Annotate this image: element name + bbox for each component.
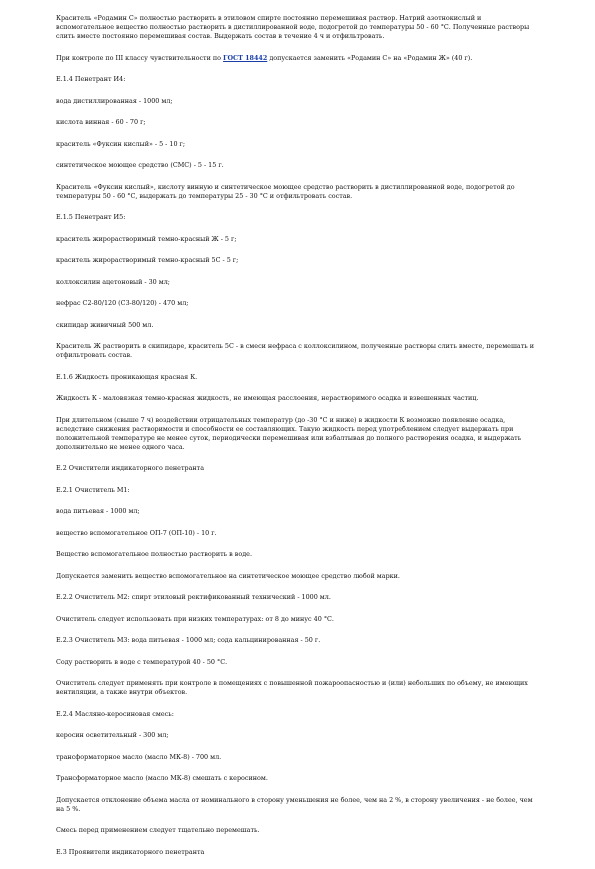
section-heading: Е.2 Очистители индикаторного пенетранта <box>56 464 205 472</box>
paragraph: Трансформаторное масло (масло МК-8) смешать с керосином. <box>56 774 268 782</box>
ingredient-line: керосин осветительный - 300 мл; <box>56 731 169 739</box>
ingredient-line: краситель «Фуксин кислый» - 5 - 10 г; <box>56 139 186 148</box>
section-heading: Е.1.5 Пенетрант И5: <box>56 213 126 221</box>
gost-18442-link[interactable]: ГОСТ 18442 <box>223 53 268 62</box>
ingredient-line: вода дистиллированная - 1000 мл; <box>56 96 173 105</box>
ingredient-line: вещество вспомогательное ОП-7 (ОП-10) - 10 г. <box>56 528 217 537</box>
ingredient-line: синтетическое моющее средство (СМС) - 5 - 15 г. <box>56 161 224 169</box>
section-heading: Е.2.2 Очиститель М2: спирт этиловый ректификованный технический - 1000 мл. <box>56 593 331 601</box>
section-heading: Е.2.1 Очиститель М1: <box>56 485 130 494</box>
ingredient-line: нефрас С2-80/120 (С3-80/120) - 470 мл; <box>56 299 189 307</box>
paragraph: Смесь перед применением следует тщательно перемешать. <box>56 826 260 834</box>
ingredient-line: краситель жирорастворимый темно-красный Ж - 5 г; <box>56 234 237 243</box>
section-heading: Е.2.4 Масляно-керосиновая смесь: <box>56 709 174 718</box>
paragraph: Краситель «Родамин С» полностью растворить в этиловом спирте постоянно перемешивая раствор. Натрий азотнокислый и вспомогательное вещество полностью растворить в дистиллированной воде, подогретой до температуры 50 - 60 °С. Полученные растворы слить вместе постоянно перемешивая состав. Выдержать состав в течение 4 ч и отфильтровать. <box>56 14 530 40</box>
section-heading: Е.1.6 Жидкость проникающая красная К. <box>56 372 198 381</box>
paragraph: Краситель «Фуксин кислый», кислоту винную и синтетическое моющее средство растворить в дистиллированной воде, подогретой до температуры 50 - 60 °С, выдержать до температуры 25 - 30 °С и отфильтровать состав. <box>56 182 515 200</box>
ingredient-line: кислота винная - 60 - 70 г; <box>56 118 146 126</box>
paragraph: Допускается заменить вещество вспомогательное на синтетическое моющее средство любой марки. <box>56 571 400 580</box>
document-page <box>56 14 540 869</box>
section-heading: Е.1.4 Пенетрант И4: <box>56 75 126 83</box>
paragraph: При длительном (свыше 7 ч) воздействии отрицательных температур (до -30 °С и ниже) в жидкости К возможно появление осадка, вследствие снижения растворимости и способности ее составляющих. Такую жидкость перед употреблением следует выдержать при положительной температуре не менее суток, периодически перемешивая или взбалтывая до полного растворения осадка, и выдержать дополнительно не менее одного часа. <box>56 415 522 451</box>
paragraph: Допускается отклонение объема масла от номинального в сторону уменьшения не более, чем на 2 %, в сторону увеличения - не более, чем на 5 %. <box>56 795 533 813</box>
ingredient-line: вода питьевая - 1000 мл; <box>56 507 140 515</box>
paragraph: Краситель Ж растворить в скипидаре, краситель 5С - в смеси нефраса с коллоксилином, полученные растворы слить вместе, перемешать и отфильтровать состав. <box>56 342 535 359</box>
paragraph: Соду растворить в воде с температурой 40 - 50 °С. <box>56 657 228 666</box>
section-heading: Е.2.3 Очиститель М3: вода питьевая - 1000 мл; сода кальцинированная - 50 г. <box>56 636 321 644</box>
paragraph: Вещество вспомогательное полностью растворить в воде. <box>56 550 252 558</box>
paragraph: Жидкость К - маловязкая темно-красная жидкость, не имеющая расслоения, нерастворимого осадка и взвешенных частиц. <box>56 394 479 402</box>
paragraph-with-link <box>56 54 540 63</box>
ingredient-line: коллоксилин ацетоновый - 30 мл; <box>56 277 170 286</box>
ingredient-line: трансформаторное масло (масло МК-8) - 700 мл. <box>56 752 222 761</box>
ingredient-line: краситель жирорастворимый темно-красный 5С - 5 г; <box>56 256 239 264</box>
paragraph-text: допускается заменить «Родамин С» на «Родамин Ж» (40 г). <box>267 53 473 62</box>
ingredient-line: скипидар живичный 500 мл. <box>56 320 154 329</box>
paragraph: Очиститель следует применять при контроле в помещениях с повышенной пожароопасностью и (или) небольших по объему, не имеющих вентиляции, а также внутри объектов. <box>56 679 528 696</box>
paragraph: Очиститель следует использовать при низких температурах: от 8 до минус 40 °С. <box>56 614 334 623</box>
paragraph-text: При контроле по III классу чувствительности по <box>56 53 224 62</box>
section-heading: Е.3 Проявители индикаторного пенетранта <box>56 847 205 856</box>
